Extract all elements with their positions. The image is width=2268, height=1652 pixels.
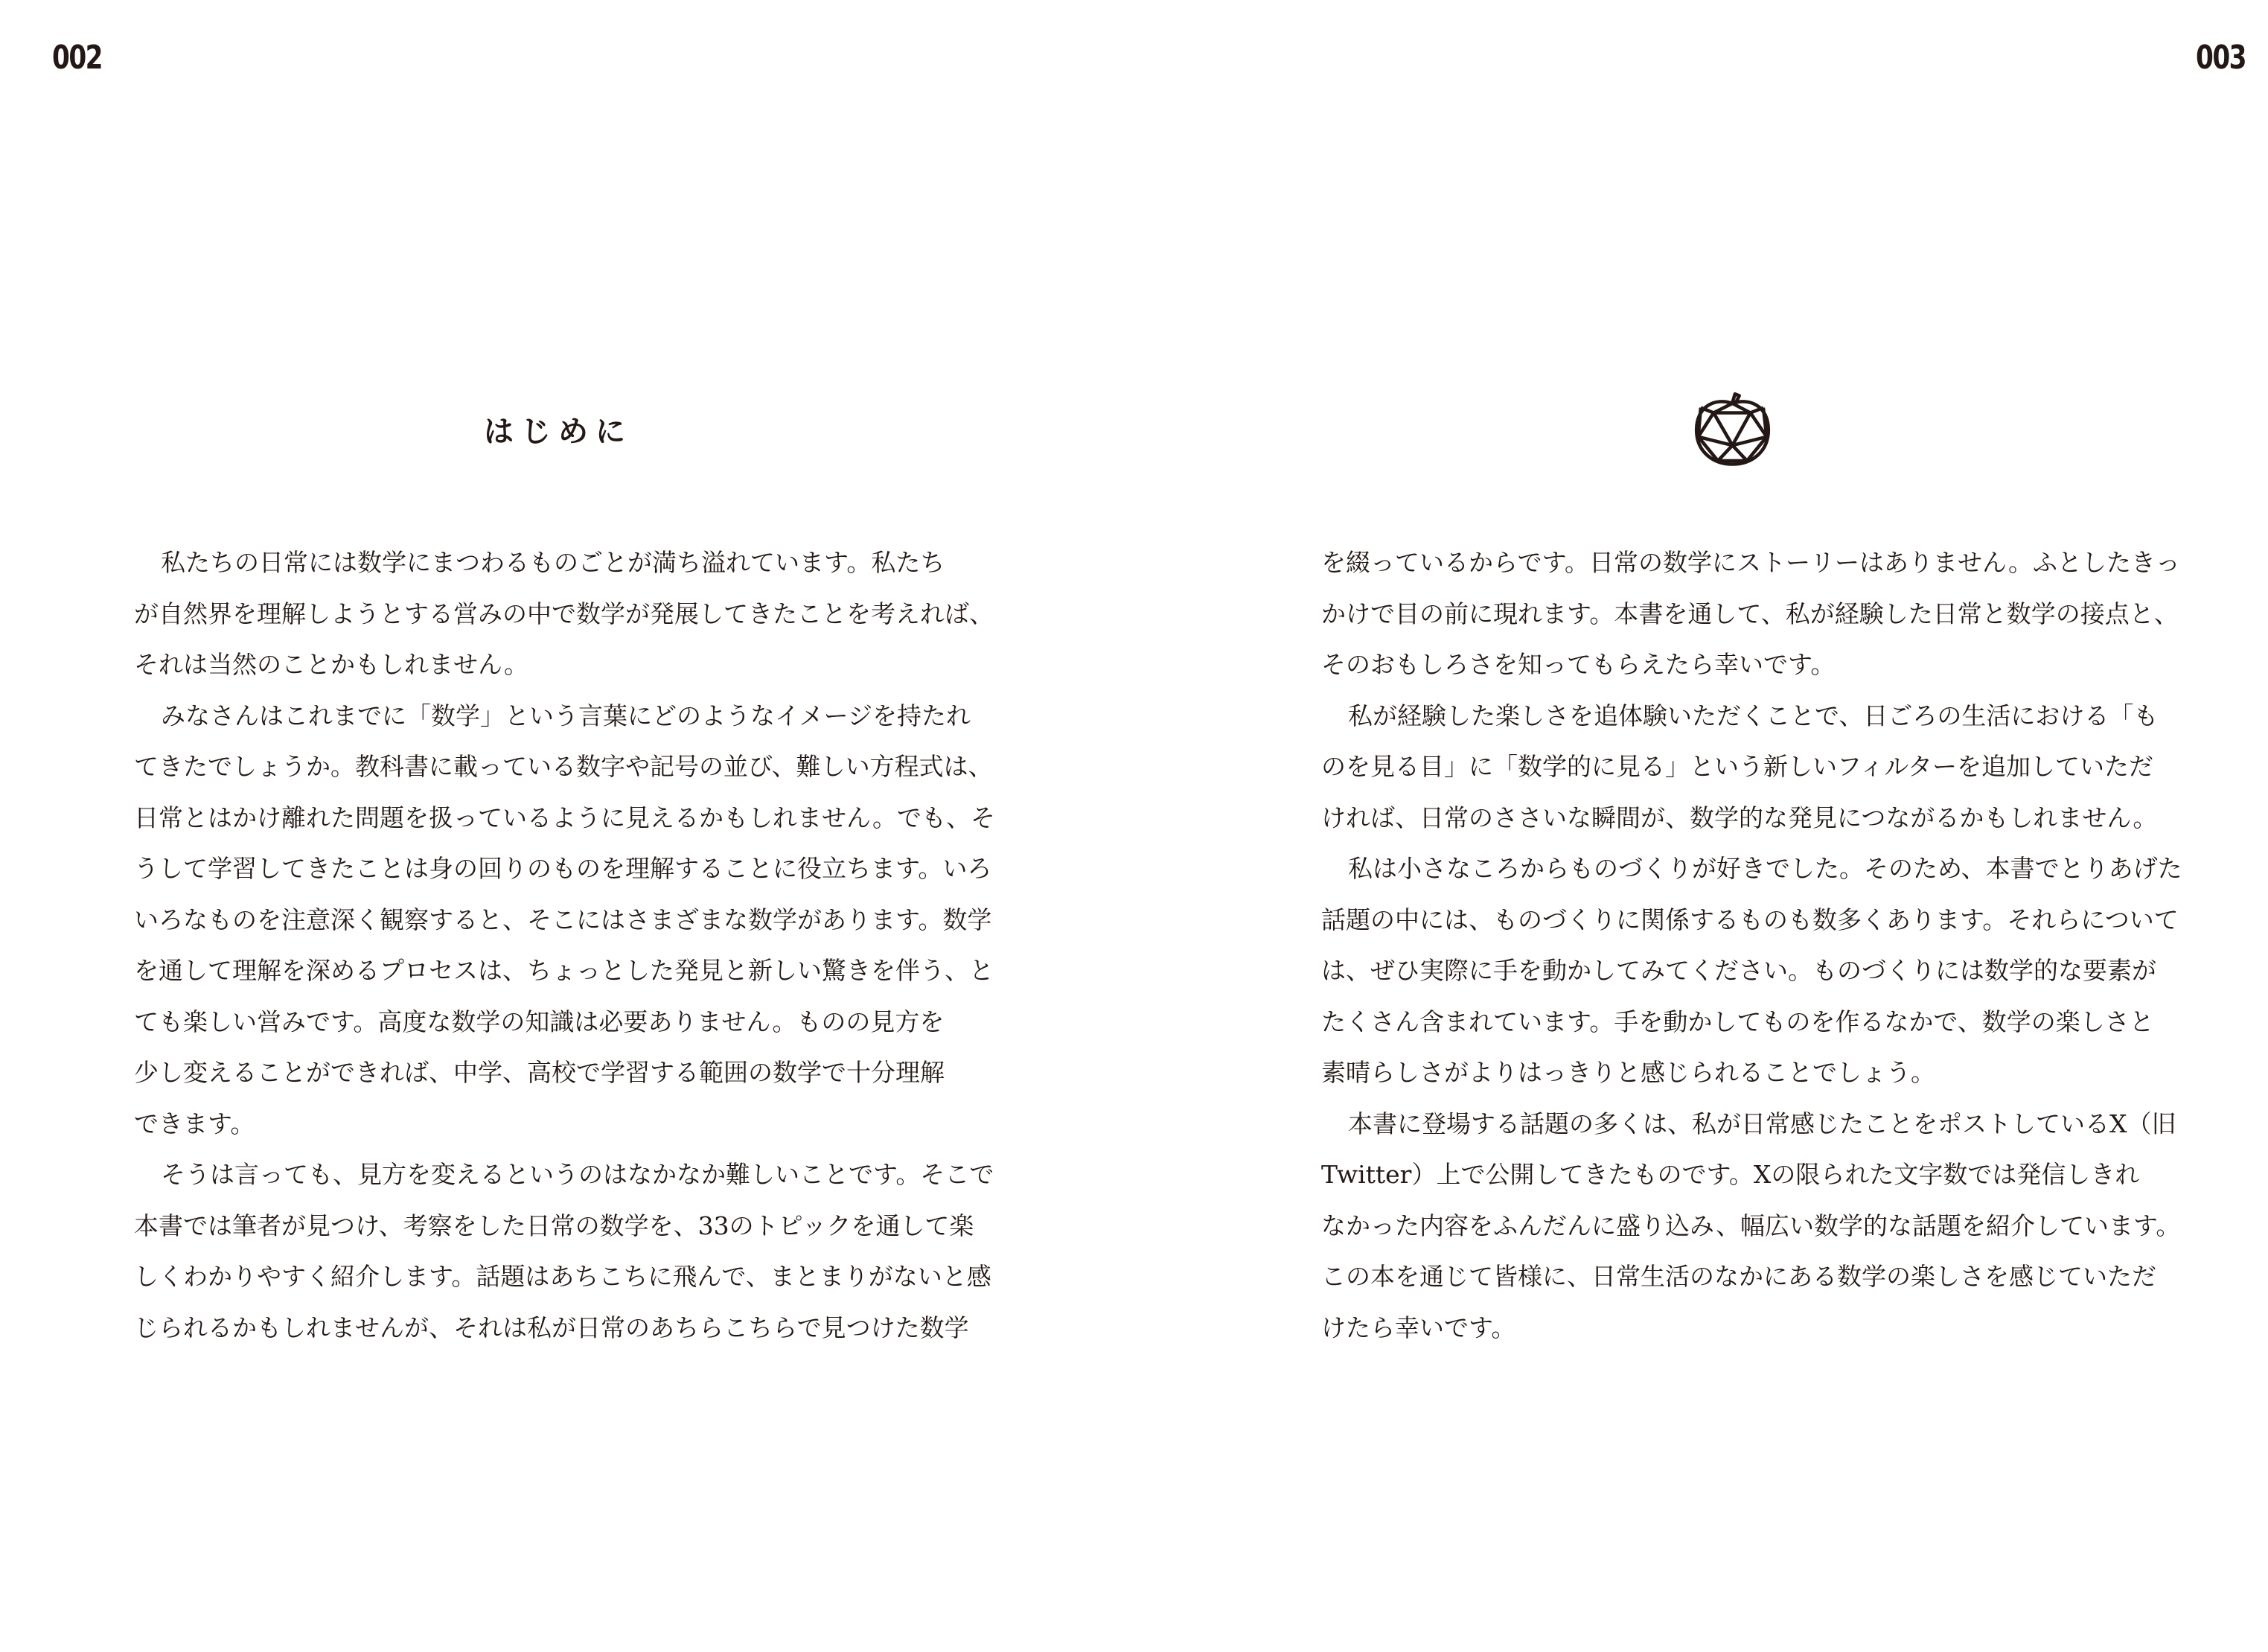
text-line: 話題の中には、ものづくりに関係するものも数多くあります。それらについて bbox=[1321, 905, 2179, 934]
page-number-left: 002 bbox=[52, 39, 102, 77]
text-line: 私たちの日常には数学にまつわるものごとが満ち溢れています。私たち bbox=[161, 548, 945, 577]
text-line: しくわかりやすく紹介します。話題はあちこちに飛んで、まとまりがないと感 bbox=[134, 1262, 991, 1291]
text-line: ければ、日常のささいな瞬間が、数学的な発見につながるかもしれません。 bbox=[1321, 803, 2158, 832]
text-line: かけで目の前に現れます。本書を通して、私が経験した日常と数学の接点と、 bbox=[1321, 599, 2179, 628]
text-line: を通して理解を深めるプロセスは、ちょっとした発見と新しい驚きを伴う、と bbox=[134, 956, 994, 985]
body-text-left bbox=[134, 538, 995, 1353]
text-line: 私は小さなころからものづくりが好きでした。そのため、本書でとりあげた bbox=[1348, 854, 2182, 883]
text-line: いろなものを注意深く観察すると、そこにはさまざまな数学があります。数学 bbox=[134, 905, 992, 934]
text-line: を綴っているからです。日常の数学にストーリーはありません。ふとしたきっ bbox=[1321, 548, 2181, 577]
text-line: 日常とはかけ離れた問題を扱っているように見えるかもしれません。でも、そ bbox=[134, 803, 995, 832]
text-line: できます。 bbox=[134, 1109, 255, 1138]
text-line: は、ぜひ実際に手を動かしてみてください。ものづくりには数学的な要素が bbox=[1321, 956, 2156, 985]
faceted-apple-icon bbox=[1690, 387, 1775, 473]
text-line: が自然界を理解しようとする営みの中で数学が発展してきたことを考えれば、 bbox=[134, 599, 994, 628]
page-number-right: 003 bbox=[2196, 39, 2246, 77]
text-line: そうは言っても、見方を変えるというのはなかなか難しいことです。そこで bbox=[161, 1160, 994, 1189]
text-line: 少し変えることができれば、中学、高校で学習する範囲の数学で十分理解 bbox=[134, 1058, 945, 1087]
text-line: けたら幸いです。 bbox=[1321, 1313, 1516, 1342]
text-line: 私が経験した楽しさを追体験いただくことで、日ごろの生活における「も bbox=[1348, 701, 2159, 730]
text-line: たくさん含まれています。手を動かしてものを作るなかで、数学の楽しさと bbox=[1321, 1007, 2154, 1036]
text-line: 本書に登場する話題の多くは、私が日常感じたことをポストしているX（旧 bbox=[1348, 1109, 2176, 1138]
text-line: みなさんはこれまでに「数学」という言葉にどのようなイメージを持たれ bbox=[161, 701, 971, 730]
text-line: それは当然のことかもしれません。 bbox=[134, 650, 528, 679]
text-line: 素晴らしさがよりはっきりと感じられることでしょう。 bbox=[1321, 1058, 1935, 1087]
text-line: ても楽しい営みです。高度な数学の知識は必要ありません。ものの見方を bbox=[134, 1007, 945, 1036]
text-line: この本を通じて皆様に、日常生活のなかにある数学の楽しさを感じていただ bbox=[1321, 1262, 2156, 1291]
text-line: てきたでしょうか。教科書に載っている数字や記号の並び、難しい方程式は、 bbox=[134, 752, 993, 781]
text-line: うして学習してきたことは身の回りのものを理解することに役立ちます。いろ bbox=[134, 854, 992, 883]
text-line: じられるかもしれませんが、それは私が日常のあちらこちらで見つけた数学 bbox=[134, 1313, 969, 1342]
body-text-right bbox=[1321, 538, 2185, 1353]
text-line: 本書では筆者が見つけ、考察をした日常の数学を、33のトピックを通して楽 bbox=[134, 1211, 974, 1240]
text-line: そのおもしろさを知ってもらえたら幸いです。 bbox=[1321, 650, 1836, 679]
text-line: のを見る目」に「数学的に見る」という新しいフィルターを追加していただ bbox=[1321, 752, 2154, 781]
text-line: なかった内容をふんだんに盛り込み、幅広い数学的な話題を紹介しています。 bbox=[1321, 1211, 2181, 1240]
text-line: Twitter）上で公開してきたものです。Xの限られた文字数では発信しきれ bbox=[1321, 1160, 2140, 1189]
chapter-title: はじめに bbox=[484, 415, 633, 449]
